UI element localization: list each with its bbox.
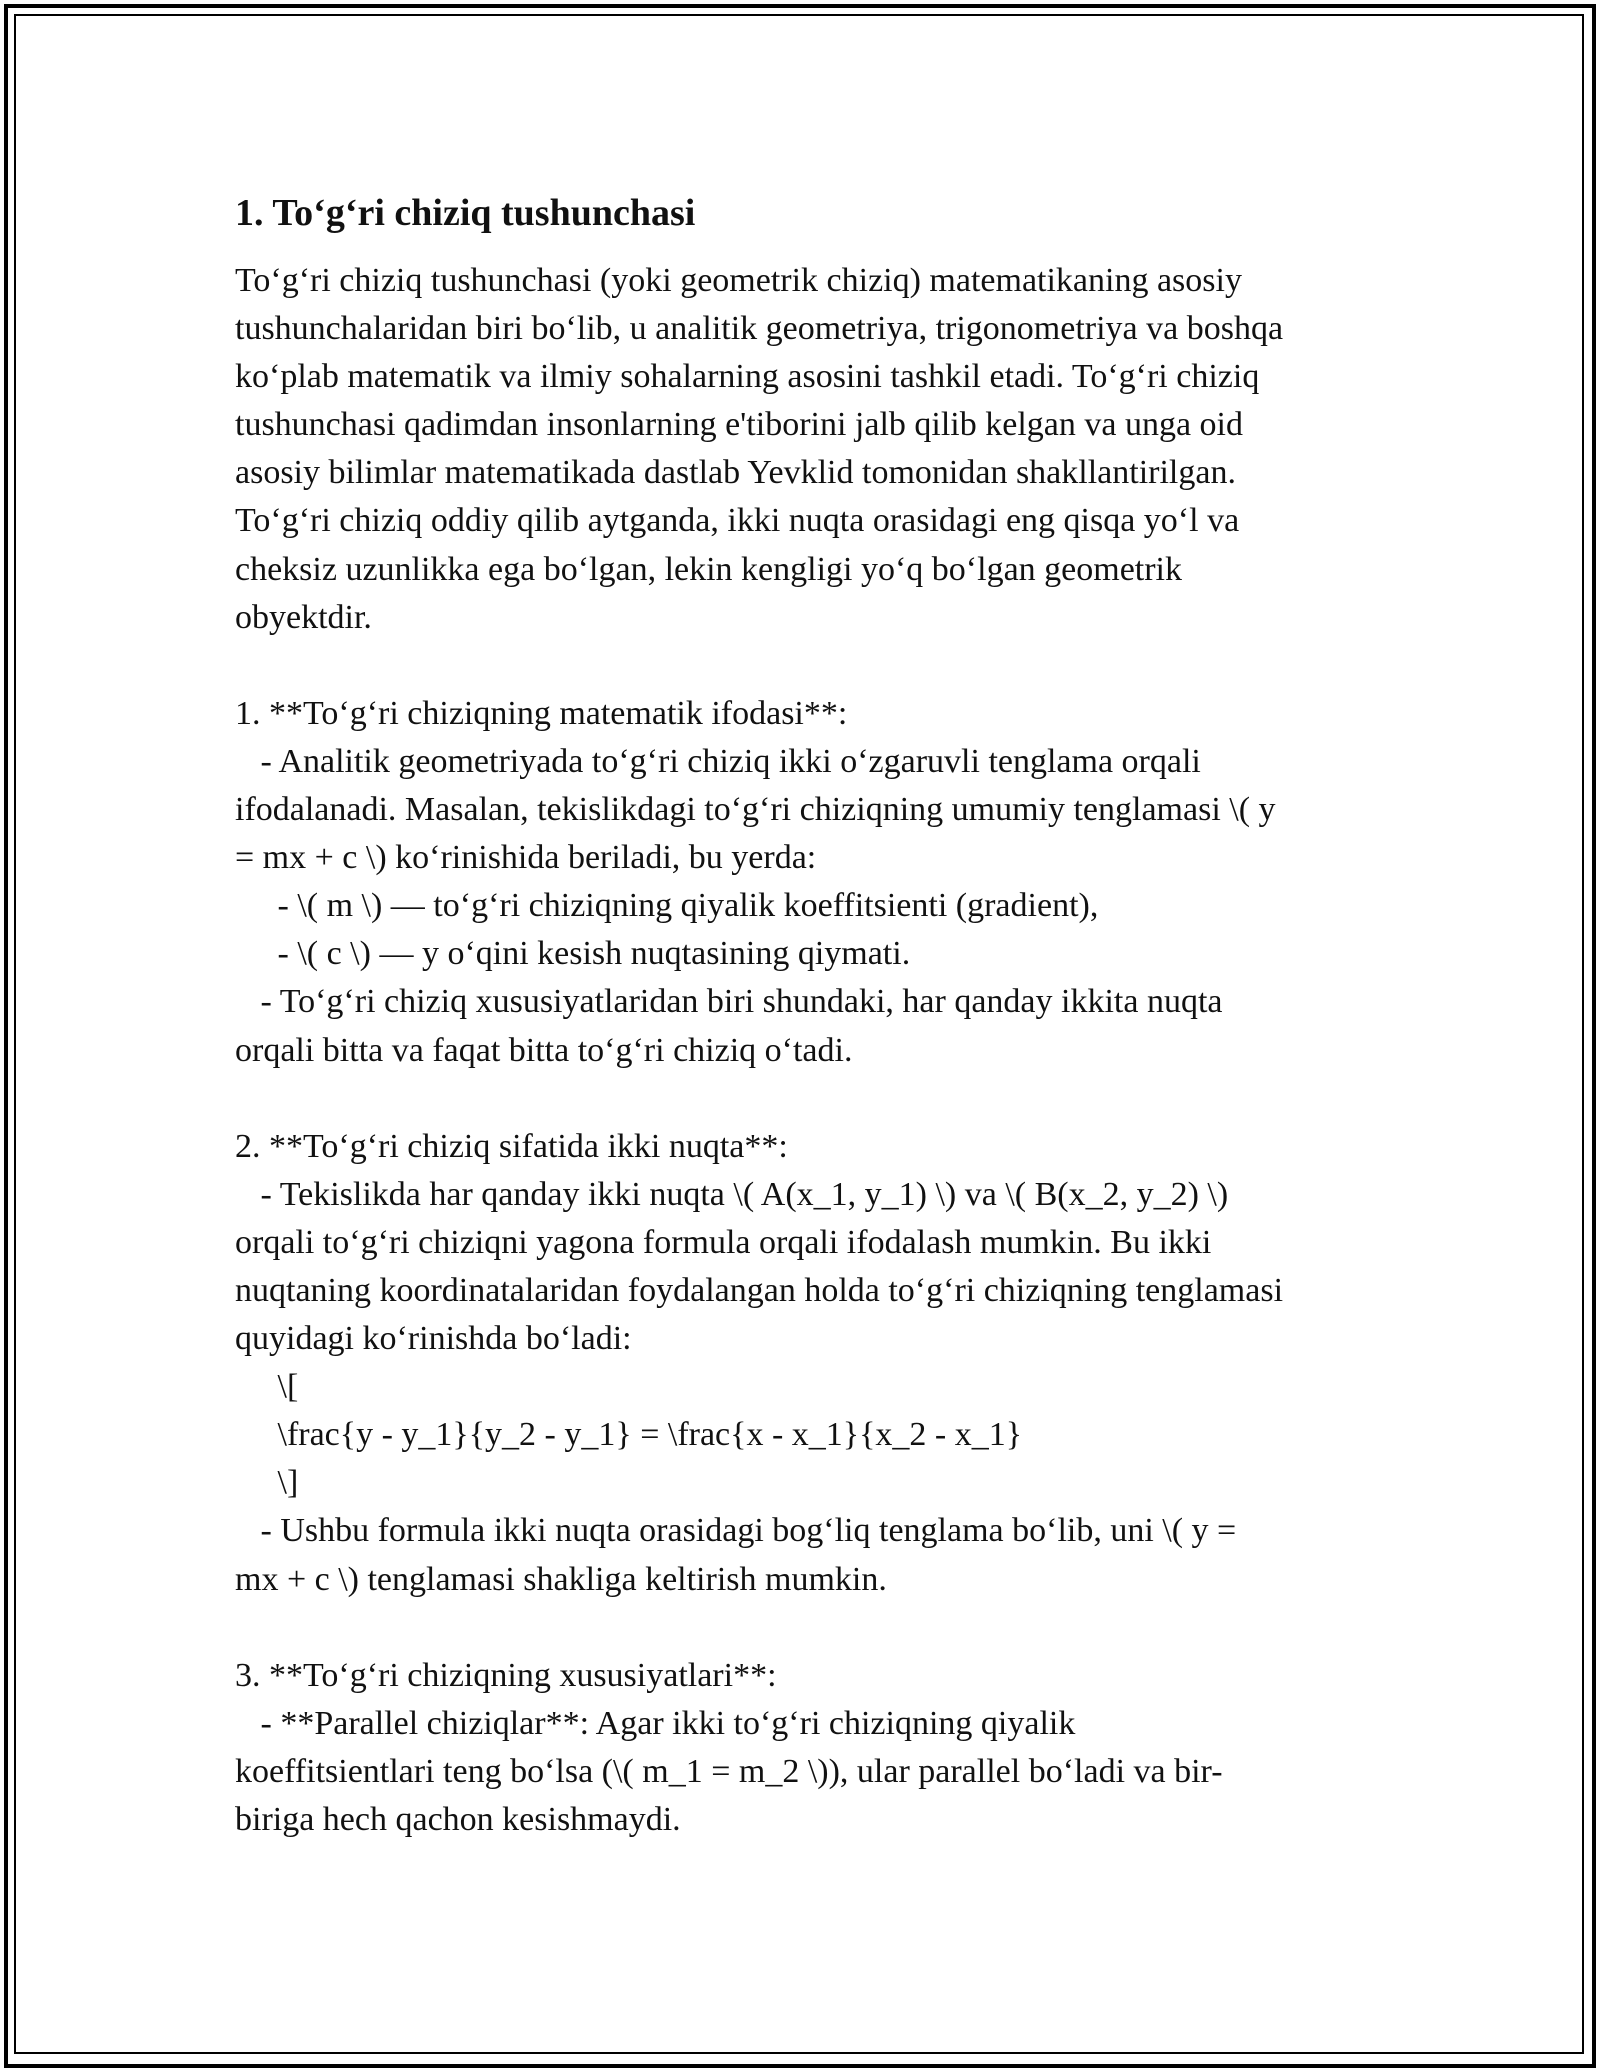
text-line: ko‘plab matematik va ilmiy sohalarning asosini tashkil etadi. To‘g‘ri chiziq (235, 358, 1260, 396)
text-line: orqali bitta va faqat bitta to‘g‘ri chiziq o‘tadi. (235, 1031, 853, 1069)
text-line: cheksiz uzunlikka ega bo‘lgan, lekin kengligi yo‘q bo‘lgan geometrik (235, 550, 1183, 588)
text-line: biriga hech qachon kesishmaydi. (235, 1801, 681, 1838)
text-line: - \( c \) — y o‘qini kesish nuqtasining qiymati. (235, 935, 911, 973)
text-line: To‘g‘ri chiziq tushunchasi (yoki geometrik chiziq) matematikaning asosiy (235, 262, 1242, 299)
formula-line: \[ (235, 1368, 299, 1406)
list-item-heading: 2. **To‘g‘ri chiziq sifatida ikki nuqta**: (235, 1127, 788, 1165)
formula-line: \frac{y - y_1}{y_2 - y_1} = \frac{x - x_1}{x_2 - x_1} (235, 1416, 1023, 1454)
text-line: quyidagi ko‘rinishda bo‘ladi: (235, 1320, 632, 1358)
text-line: nuqtaning koordinatalaridan foydalangan holda to‘g‘ri chiziqning tenglamasi (235, 1271, 1284, 1309)
list-item-heading: 3. **To‘g‘ri chiziqning xususiyatlari**: (235, 1656, 777, 1694)
text-line: tushunchasi qadimdan insonlarning e'tiborini jalb qilib kelgan va unga oid (235, 406, 1243, 444)
text-line: orqali to‘g‘ri chiziqni yagona formula orqali ifodalash mumkin. Bu ikki (235, 1223, 1212, 1261)
text-line: ifodalanadi. Masalan, tekislikdagi to‘g‘ri chiziqning umumiy tenglamasi \( y (235, 791, 1276, 829)
text-line: = mx + c \) ko‘rinishida beriladi, bu yerda: (235, 839, 817, 877)
text-line: - **Parallel chiziqlar**: Agar ikki to‘g‘ri chiziqning qiyalik (235, 1704, 1076, 1742)
text-line: tushunchalaridan biri bo‘lib, u analitik geometriya, trigonometriya va boshqa (235, 310, 1284, 348)
text-line: - Tekislikda har qanday ikki nuqta \( A(x_1, y_1) \) va \( B(x_2, y_2) \) (235, 1175, 1229, 1213)
formula-line: \] (235, 1464, 299, 1502)
blank-line (235, 1075, 1370, 1123)
text-line: asosiy bilimlar matematikada dastlab Yevklid tomonidan shakllantirilgan. (235, 454, 1236, 492)
text-line: - \( m \) — to‘g‘ri chiziqning qiyalik koeffitsienti (gradient), (235, 887, 1099, 925)
text-line: To‘g‘ri chiziq oddiy qilib aytganda, ikki nuqta orasidagi eng qisqa yo‘l va (235, 502, 1240, 540)
text-line: - Analitik geometriyada to‘g‘ri chiziq ikki o‘zgaruvli tenglama orqali (235, 742, 1201, 780)
document-body (235, 185, 1370, 1844)
text-lines (235, 257, 1370, 1844)
text-line: mx + c \) tenglamasi shakliga keltirish mumkin. (235, 1560, 887, 1598)
blank-line (235, 1604, 1370, 1652)
section-heading: 1. To‘g‘ri chiziq tushunchasi (235, 192, 696, 234)
list-item-heading: 1. **To‘g‘ri chiziqning matematik ifodasi**: (235, 694, 848, 732)
text-line: - To‘g‘ri chiziq xususiyatlaridan biri shundaki, har qanday ikkita nuqta (235, 983, 1223, 1021)
text-line: koeffitsientlari teng bo‘lsa (\( m_1 = m_2 \)), ular parallel bo‘ladi va bir- (235, 1752, 1223, 1790)
text-line: - Ushbu formula ikki nuqta orasidagi bog‘liq tenglama bo‘lib, uni \( y = (235, 1512, 1237, 1550)
blank-line (235, 642, 1370, 690)
text-line: obyektdir. (235, 598, 372, 636)
